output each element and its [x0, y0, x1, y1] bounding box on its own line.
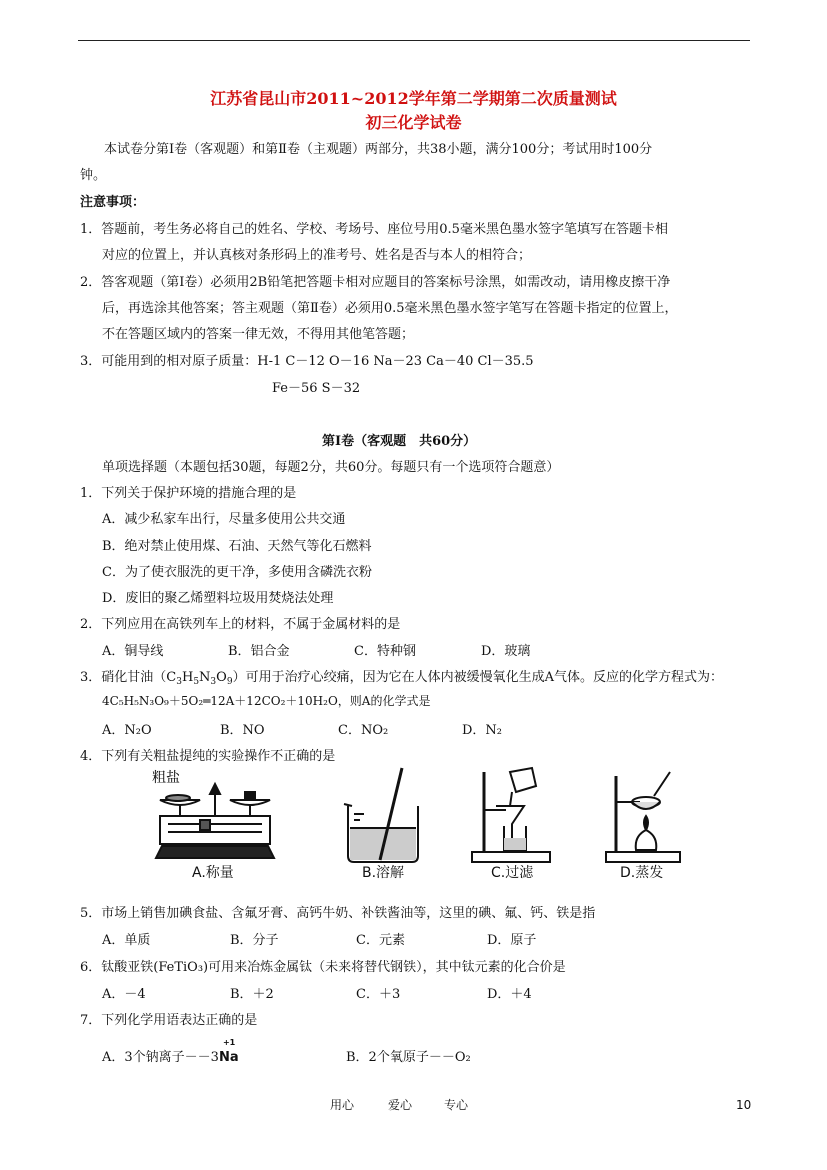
- q5-option-b: B．分子: [230, 933, 279, 948]
- figure-a-caption: A.称量: [192, 865, 234, 881]
- q7-option-b: B．2个氧原子－－O₂: [346, 1050, 471, 1065]
- footer-middle: 爱心: [388, 1098, 413, 1112]
- intro-line-1: 本试卷分第Ⅰ卷（客观题）和第Ⅱ卷（主观题）两部分，共38小题，满分100分；考试用时100分: [104, 142, 653, 157]
- q1-option-d: D．废旧的聚乙烯塑料垃圾用焚烧法处理: [102, 591, 334, 606]
- q3-stem-post: ）可用于治疗心绞痛，因为它在人体内被缓慢氧化生成A气体。反应的化学方程式为：: [232, 670, 723, 685]
- q3-option-a: A．N₂O: [102, 723, 152, 738]
- q3-stem-pre: 3．硝化甘油（: [80, 670, 167, 685]
- q6-option-b: B．＋2: [230, 987, 274, 1002]
- q4-stem: 4．下列有关粗盐提纯的实验操作不正确的是: [80, 749, 336, 764]
- q6-option-d: D．＋4: [487, 987, 532, 1002]
- intro-line-2: 钟。: [80, 168, 107, 183]
- q7-a-symbol: Na: [218, 1050, 239, 1065]
- notice-item-2-line-1: 2．答客观题（第Ⅰ卷）必须用2B铅笔把答题卡相对应题目的答案标号涂黑，如需改动，请用橡皮擦干净: [80, 275, 671, 290]
- q6-option-a: A．－4: [102, 987, 146, 1002]
- q3-equation: 4C₅H₅N₃O₉＋5O₂═12A＋12CO₂＋10H₂O，则A的化学式是: [102, 694, 431, 708]
- q6-stem: 6．钛酸亚铁(FeTiO₃)可用来冶炼金属钛（未来将替代钢铁），其中钛元素的化合价是: [80, 960, 566, 975]
- section-1-heading: 第Ⅰ卷（客观题 共60分）: [322, 434, 477, 449]
- q3-option-d: D．N₂: [462, 723, 503, 738]
- section-1-instruction: 单项选择题（本题包括30题，每题2分，共60分。每题只有一个选项符合题意）: [102, 460, 560, 475]
- q2-option-d: D．玻璃: [481, 644, 531, 659]
- q6-option-c: C．＋3: [356, 987, 401, 1002]
- q2-option-a: A．铜导线: [102, 644, 164, 659]
- q3-option-c: C．NO₂: [338, 723, 389, 738]
- q7-stem: 7．下列化学用语表达正确的是: [80, 1013, 258, 1028]
- q3-option-b: B．NO: [220, 723, 265, 738]
- q2-option-b: B．铝合金: [228, 644, 290, 659]
- figure-d-caption: D.蒸发: [620, 865, 664, 881]
- exam-title: 江苏省昆山市2011~2012学年第二学期第二次质量测试: [210, 89, 617, 108]
- q1-option-b: B．绝对禁止使用煤、石油、天然气等化石燃料: [102, 539, 372, 554]
- notice-item-3-line-2: Fe－56 S－32: [272, 381, 361, 396]
- salt-label: 粗盐: [152, 770, 180, 786]
- notice-heading: 注意事项：: [80, 195, 146, 210]
- q1-stem: 1．下列关于保护环境的措施合理的是: [80, 486, 297, 501]
- page-number: 10: [736, 1098, 752, 1112]
- q1-option-c: C．为了使衣服洗的更干净，多使用含磷洗衣粉: [102, 565, 372, 580]
- q5-option-d: D．原子: [487, 933, 537, 948]
- figure-c-caption: C.过滤: [491, 865, 534, 881]
- q5-option-c: C．元素: [356, 933, 405, 948]
- header-rule: [78, 40, 750, 41]
- notice-item-2-line-2: 后，再选涂其他答案；答主观题（第Ⅱ卷）必须用0.5毫米黑色墨水签字笔写在答题卡指定的位置上，: [102, 301, 678, 316]
- notice-item-3-line-1: 3．可能用到的相对原子质量：H-1 C－12 O－16 Na－23 Ca－40 Cl－35.5: [80, 354, 534, 369]
- q7-option-a: A．3个钠离子－－3 +1 Na: [102, 1038, 239, 1065]
- exam-subtitle: 初三化学试卷: [365, 113, 462, 132]
- footer-right: 专心: [444, 1098, 469, 1112]
- notice-item-2-line-3: 不在答题区域内的答案一律无效，不得用其他笔答题；: [102, 327, 415, 342]
- q5-stem: 5．市场上销售加碘食盐、含氟牙膏、高钙牛奶、补铁酱油等，这里的碘、氟、钙、铁是指: [80, 906, 596, 921]
- q3-formula: $C_3H_5N_3O_9$: [166, 670, 233, 687]
- q2-stem: 2．下列应用在高铁列车上的材料，不属于金属材料的是: [80, 617, 401, 632]
- q7-a-charge: +1: [222, 1038, 236, 1047]
- q1-option-a: A．减少私家车出行，尽量多使用公共交通: [102, 512, 346, 527]
- footer-left: 用心: [330, 1098, 355, 1112]
- q5-option-a: A．单质: [102, 933, 151, 948]
- q2-option-c: C．特种钢: [354, 644, 416, 659]
- notice-item-1-line-1: 1．答题前，考生务必将自己的姓名、学校、考场号、座位号用0.5毫米黑色墨水签字笔填写在答题卡相: [80, 222, 668, 237]
- notice-item-1-line-2: 对应的位置上，并认真核对条形码上的准考号、姓名是否与本人的相符合；: [102, 248, 532, 263]
- figure-b-caption: B.溶解: [362, 865, 405, 881]
- q3-stem: [80, 666, 723, 687]
